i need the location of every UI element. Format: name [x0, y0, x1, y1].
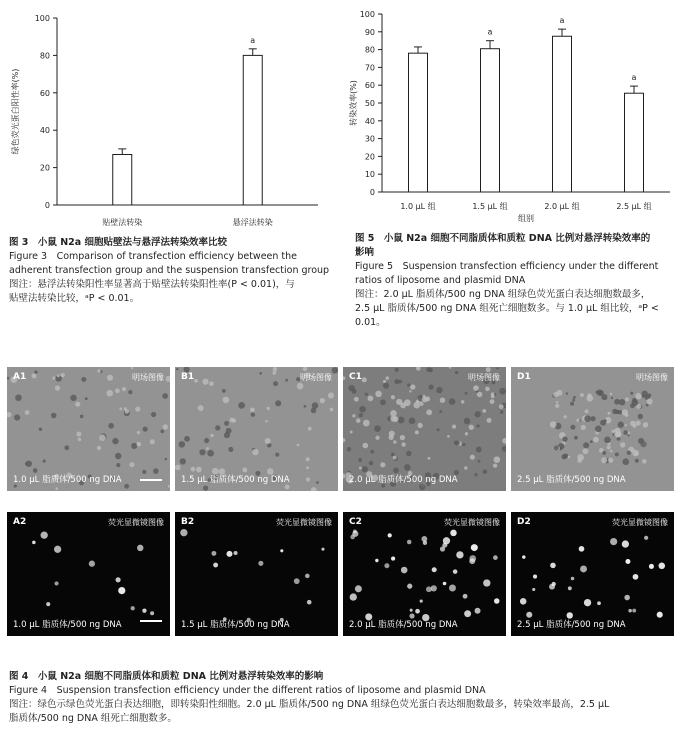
- fig5-caption-note-line3: 0.01。: [355, 317, 386, 328]
- fig3-significance-mark: a: [250, 35, 256, 45]
- fig5-category-label: 2.5 μL 组: [616, 202, 652, 211]
- panel-label: B1: [181, 372, 195, 382]
- scale-bar: [140, 620, 162, 622]
- fig5-y-tick-label: 80: [364, 45, 375, 55]
- scale-bar: [140, 479, 162, 481]
- panel-label: D2: [517, 517, 531, 527]
- panel-ratio-label: 2.5 μL 脂质体/500 ng DNA: [517, 620, 626, 630]
- fig5-y-tick-label: 20: [364, 152, 375, 162]
- fig3-caption-en-line1: Figure 3 Comparison of transfection efficiency between the: [9, 251, 298, 262]
- panel-ratio-label: 1.0 μL 脂质体/500 ng DNA: [13, 620, 122, 630]
- fig5-chart: [340, 0, 686, 230]
- fig3-y-tick-label: 60: [39, 88, 50, 98]
- panel-label: C1: [349, 372, 362, 382]
- fig4-caption: [9, 670, 609, 726]
- panel-ratio-label: 2.0 μL 脂质体/500 ng DNA: [349, 475, 458, 485]
- micrograph-panel-c2: [343, 512, 506, 636]
- fig3-caption-title: 图 3 小鼠 N2a 细胞贴壁法与悬浮法转染效率比较: [9, 237, 228, 248]
- fig3-y-axis-title: 绿色荧光蛋白阳性率(%): [11, 68, 20, 155]
- fig5-y-tick-label: 70: [364, 63, 375, 73]
- fig5-y-tick-label: 100: [359, 10, 375, 19]
- micrograph-panel-d1: [511, 367, 674, 491]
- fig5-y-tick-label: 0: [369, 188, 375, 197]
- fig5-significance-mark: a: [559, 16, 565, 26]
- panel-mode-label: 明场图像: [132, 373, 164, 382]
- fig5-bar: [409, 53, 428, 192]
- fig3-category-label: 贴壁法转染: [102, 218, 143, 227]
- panel-mode-label: 明场图像: [636, 373, 668, 382]
- panel-ratio-label: 1.5 μL 脂质体/500 ng DNA: [181, 475, 290, 485]
- fig5-category-label: 1.5 μL 组: [472, 202, 508, 211]
- panel-ratio-label: 1.0 μL 脂质体/500 ng DNA: [13, 475, 122, 485]
- fig3-caption-note-line1: 图注：悬浮法转染阳性率显著高于贴壁法转染阳性率(P < 0.01)，与: [9, 279, 295, 290]
- fig5-significance-mark: a: [487, 27, 493, 37]
- fig5-significance-mark: a: [631, 73, 637, 83]
- micrograph-panel-c1: [343, 367, 506, 491]
- micrograph-panel-a1: [7, 367, 170, 491]
- panel-mode-label: 明场图像: [300, 373, 332, 382]
- fig5-y-tick-label: 40: [364, 116, 375, 126]
- fig5-category-label: 2.0 μL 组: [544, 202, 580, 211]
- fig3-y-tick-label: 100: [34, 14, 50, 23]
- fig5-caption-en-line2: ratios of liposome and plasmid DNA: [355, 275, 526, 286]
- panel-label: B2: [181, 517, 195, 527]
- fig5-caption-title-line2: 影响: [355, 247, 375, 258]
- fig5-caption-note-line2: 2.5 μL 脂质体/500 ng DNA 组死亡细胞数多。与 1.0 μL 组比较，ᵃP <: [355, 303, 659, 314]
- fig3-caption-en-line2: adherent transfection group and the suspension transfection group: [9, 265, 330, 276]
- fig5-y-tick-label: 10: [364, 170, 375, 180]
- micrograph-panel-b2: [175, 512, 338, 636]
- fig5-caption-title-line1: 图 5 小鼠 N2a 细胞不同脂质体和质粒 DNA 比例对悬浮转染效率的: [355, 233, 651, 244]
- fig5-caption-note-line1: 图注：2.0 μL 脂质体/500 ng DNA 组绿色荧光蛋白表达细胞数最多，: [355, 289, 651, 300]
- fig5-x-axis-title: 组别: [518, 214, 534, 223]
- panel-mode-label: 荧光显微镜图像: [612, 518, 668, 527]
- fig4-caption-en-title: Figure 4 Suspension transfection efficiency under the different ratios of liposome and plasmid DNA: [9, 685, 486, 696]
- fig3-bar: [243, 55, 262, 205]
- fig5-caption-en-line1: Figure 5 Suspension transfection efficiency under the different: [355, 261, 659, 272]
- fig3-y-tick-label: 0: [44, 201, 50, 210]
- fig3-caption: [9, 236, 329, 306]
- fig4-caption-note-line1: 图注：绿色示绿色荧光蛋白表达细胞，即转染阳性细胞。2.0 μL 脂质体/500 ng DNA 组绿色荧光蛋白表达细胞数最多，转染效率最高，2.5 μL: [9, 699, 610, 710]
- fig3-category-label: 悬浮法转染: [232, 218, 273, 227]
- fig3-chart: [0, 0, 330, 230]
- fig3-y-tick-label: 80: [39, 51, 50, 61]
- fig5-bar: [625, 93, 644, 192]
- fig5-bar: [481, 49, 500, 192]
- panel-label: A1: [13, 372, 27, 382]
- micrograph-panel-b1: [175, 367, 338, 491]
- panel-mode-label: 明场图像: [468, 373, 500, 382]
- fig5-y-tick-label: 50: [364, 99, 375, 108]
- panel-ratio-label: 2.5 μL 脂质体/500 ng DNA: [517, 475, 626, 485]
- fig3-y-tick-label: 20: [39, 163, 50, 173]
- fig5-caption: [355, 232, 659, 330]
- fig4-caption-title: 图 4 小鼠 N2a 细胞不同脂质体和质粒 DNA 比例对悬浮转染效率的影响: [9, 671, 324, 682]
- panel-label: D1: [517, 372, 531, 382]
- micrograph-panel-a2: [7, 512, 170, 636]
- panel-mode-label: 荧光显微镜图像: [276, 518, 332, 527]
- panel-ratio-label: 1.5 μL 脂质体/500 ng DNA: [181, 620, 290, 630]
- fig5-category-label: 1.0 μL 组: [400, 202, 436, 211]
- fig5-y-axis-title: 转染效率(%): [349, 80, 358, 126]
- fig5-y-tick-label: 30: [364, 134, 375, 144]
- panel-mode-label: 荧光显微镜图像: [444, 518, 500, 527]
- panel-mode-label: 荧光显微镜图像: [108, 518, 164, 527]
- panel-ratio-label: 2.0 μL 脂质体/500 ng DNA: [349, 620, 458, 630]
- fig4-caption-note-line2: 脂质体/500 ng DNA 组死亡细胞数多。: [9, 713, 177, 724]
- panel-label: C2: [349, 517, 362, 527]
- fig5-bar: [553, 36, 572, 192]
- fig5-y-tick-label: 90: [364, 27, 375, 37]
- panel-label: A2: [13, 517, 27, 527]
- fig3-y-tick-label: 40: [39, 126, 50, 136]
- fig3-caption-note-line2: 贴壁法转染比较，ᵃP < 0.01。: [9, 293, 140, 304]
- fig5-y-tick-label: 60: [364, 81, 375, 91]
- fig3-bar: [113, 155, 132, 205]
- micrograph-panel-d2: [511, 512, 674, 636]
